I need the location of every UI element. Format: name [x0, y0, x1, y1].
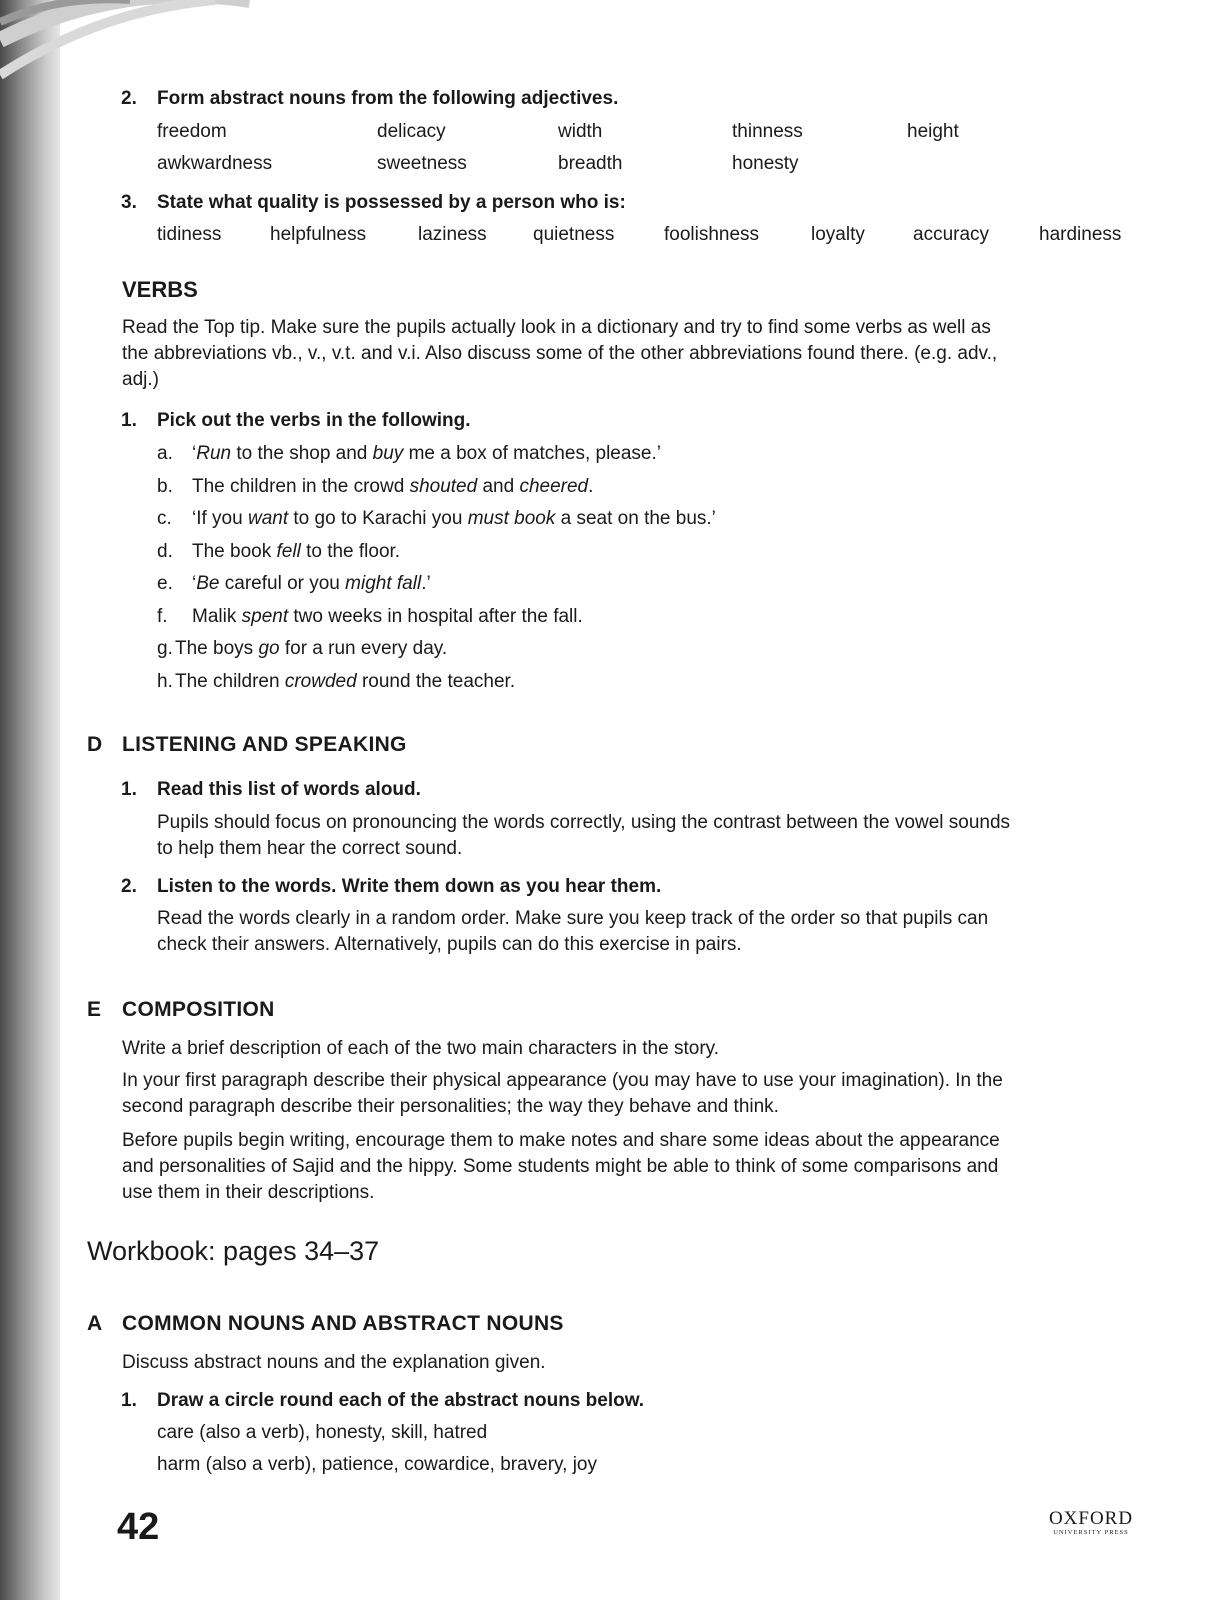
q3-word: accuracy [913, 224, 990, 245]
q2-word: delicacy [377, 121, 446, 142]
verb-item-letter: g. [157, 638, 173, 659]
sentence-fragment: and [477, 475, 520, 497]
verb-item-sentence [192, 573, 431, 595]
verb-highlight: Run [196, 443, 232, 464]
verb-item-letter: f. [157, 605, 168, 627]
verb-item-sentence [192, 541, 400, 563]
q2-word: freedom [157, 121, 227, 142]
sentence-fragment: Malik [192, 605, 242, 627]
q3-word: foolishness [664, 224, 760, 245]
sentence-fragment: ‘ [192, 573, 197, 594]
verbs-heading: VERBS [122, 277, 198, 302]
verb-item-letter: b. [157, 475, 173, 497]
verb-item-sentence [192, 508, 716, 530]
q3-heading: State what quality is possessed by a person who is: [157, 192, 626, 213]
verb-highlight: go [258, 638, 280, 659]
verbs-intro-line: the abbreviations vb., v., v.t. and v.i. Also discuss some of the other abbreviations found there. (e.g. adv., [122, 343, 998, 364]
q2-word: width [558, 121, 603, 142]
page-number: 42 [117, 1506, 160, 1548]
q3-word: tidiness [157, 224, 222, 245]
section-d-q1-number: 1. [121, 779, 137, 800]
verb-highlight: want [247, 508, 289, 529]
verb-item-sentence [192, 443, 661, 465]
verb-item-letter: h. [157, 670, 173, 692]
q2-word: honesty [732, 153, 799, 174]
verb-highlight: might fall [345, 573, 422, 594]
section-a-noun-line: harm (also a verb), patience, cowardice, bravery, joy [157, 1454, 597, 1475]
section-e-title: COMPOSITION [122, 998, 275, 1021]
q2-word: breadth [558, 153, 623, 174]
section-a-q1-heading: Draw a circle round each of the abstract nouns below. [157, 1390, 645, 1411]
sentence-fragment: The boys [175, 638, 259, 659]
section-d-q1-line: to help them hear the correct sound. [157, 838, 463, 859]
section-d-q2-number: 2. [121, 876, 137, 897]
verb-item-sentence [192, 476, 593, 498]
verb-item-letter: a. [157, 443, 173, 464]
q2-word: awkwardness [157, 153, 273, 174]
verb-item-letter: c. [157, 508, 172, 529]
verb-highlight: cheered [519, 475, 589, 497]
q2-heading: Form abstract nouns from the following adjectives. [157, 88, 619, 109]
section-e-paragraph-3-line: use them in their descriptions. [122, 1182, 375, 1203]
section-d-title: LISTENING AND SPEAKING [122, 733, 407, 756]
verbs-intro-line: Read the Top tip. Make sure the pupils actually look in a dictionary and try to find some verbs as well as [122, 317, 991, 338]
verb-highlight: buy [372, 443, 404, 464]
q2-word: thinness [732, 121, 803, 142]
verb-item-letter: d. [157, 540, 173, 562]
q2-number: 2. [121, 88, 137, 109]
section-a-q1-number: 1. [121, 1390, 137, 1411]
verb-item-sentence [192, 606, 583, 628]
section-e-paragraph-1: Write a brief description of each of the two main characters in the story. [122, 1038, 720, 1059]
verbs-q1-heading: Pick out the verbs in the following. [157, 410, 471, 431]
sentence-fragment: me a box of matches, please.’ [403, 443, 661, 464]
sentence-fragment: The children in the crowd [192, 475, 410, 497]
sentence-fragment: .’ [421, 573, 431, 594]
section-e-paragraph-2-line: second paragraph describe their personalities; the way they behave and think. [122, 1096, 779, 1117]
section-e-paragraph-3-line: Before pupils begin writing, encourage them to make notes and share some ideas about the appearance [122, 1130, 1000, 1151]
verb-highlight: fell [276, 540, 301, 562]
corner-arc-decoration [0, 0, 270, 90]
section-d-letter: D [87, 733, 103, 756]
sentence-fragment: . [588, 475, 594, 497]
section-d-q2-line: Read the words clearly in a random order. Make sure you keep track of the order so that pupils can [157, 908, 989, 929]
sentence-fragment: to go to Karachi you [288, 508, 468, 529]
publisher-logo [1045, 1509, 1137, 1537]
verb-highlight: crowded [284, 670, 357, 692]
section-e-letter: E [87, 998, 102, 1021]
sentence-fragment: careful or you [219, 573, 346, 594]
publisher-subtitle: UNIVERSITY PRESS [1053, 1529, 1129, 1536]
verbs-intro-line: adj.) [122, 369, 159, 390]
page-edge-gradient [0, 0, 60, 1600]
sentence-fragment: ‘ [192, 443, 197, 464]
sentence-fragment: to the shop and [231, 443, 373, 464]
verb-highlight: must book [467, 508, 556, 529]
q3-word: quietness [533, 224, 615, 245]
q3-word: hardiness [1039, 224, 1122, 245]
sentence-fragment: to the floor. [300, 540, 401, 562]
verb-highlight: shouted [409, 475, 478, 497]
publisher-name: OXFORD [1048, 1508, 1134, 1529]
verb-item-sentence [175, 671, 515, 693]
verbs-q1-number: 1. [121, 410, 137, 431]
section-a-noun-line: care (also a verb), honesty, skill, hatred [157, 1422, 488, 1443]
q2-word: height [907, 121, 959, 142]
sentence-fragment: for a run every day. [279, 638, 448, 659]
verb-highlight: Be [196, 573, 220, 594]
section-d-q1-heading: Read this list of words aloud. [157, 779, 421, 800]
q3-word: laziness [418, 224, 487, 245]
q3-number: 3. [121, 192, 137, 213]
section-e-paragraph-3-line: and personalities of Sajid and the hippy. Some students might be able to think of some comparisons and [122, 1156, 999, 1177]
q3-word: loyalty [811, 224, 865, 245]
section-e-paragraph-2-line: In your first paragraph describe their physical appearance (you may have to use your imagination). In the [122, 1070, 1003, 1091]
section-d-q1-line: Pupils should focus on pronouncing the words correctly, using the contrast between the vowel sounds [157, 812, 1011, 833]
verb-highlight: spent [241, 605, 289, 627]
section-a-intro: Discuss abstract nouns and the explanation given. [122, 1352, 546, 1373]
sentence-fragment: The book [192, 540, 277, 562]
section-a-title: COMMON NOUNS AND ABSTRACT NOUNS [122, 1312, 564, 1335]
workbook-heading: Workbook: pages 34–37 [87, 1236, 380, 1266]
sentence-fragment: The children [175, 670, 285, 692]
verb-item-letter: e. [157, 573, 173, 594]
q3-word: helpfulness [270, 224, 367, 245]
section-a-letter: A [87, 1312, 103, 1335]
sentence-fragment: a seat on the bus.’ [555, 508, 716, 529]
q2-word: sweetness [377, 153, 467, 174]
section-d-q2-line: check their answers. Alternatively, pupils can do this exercise in pairs. [157, 934, 742, 955]
sentence-fragment: two weeks in hospital after the fall. [288, 605, 583, 627]
verb-item-sentence [175, 638, 447, 660]
sentence-fragment: round the teacher. [356, 670, 516, 692]
sentence-fragment: ‘If you [192, 508, 248, 529]
section-d-q2-heading: Listen to the words. Write them down as you hear them. [157, 876, 662, 897]
